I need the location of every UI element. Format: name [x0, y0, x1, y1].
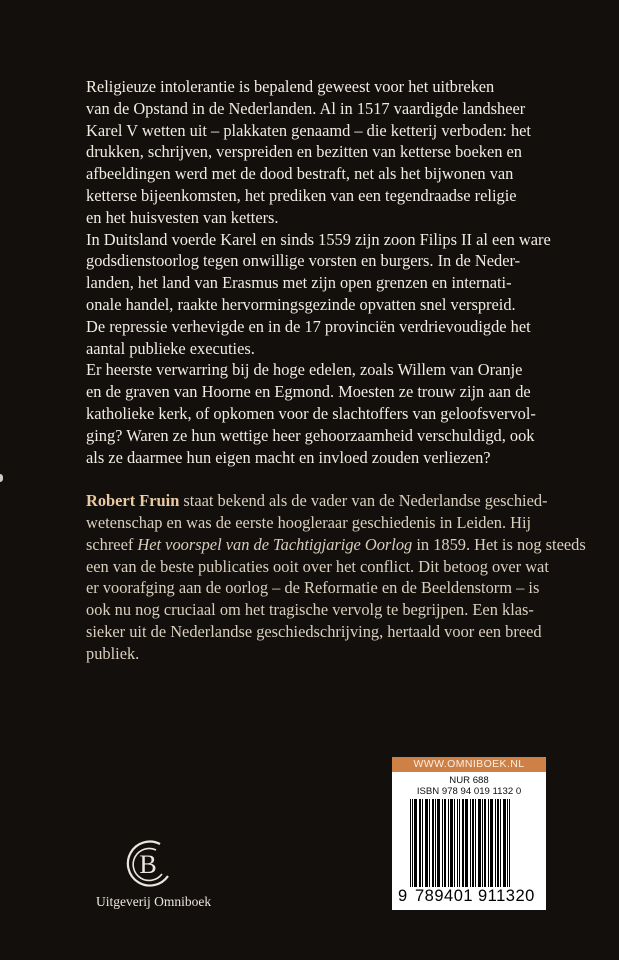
bio-line: er voorafging aan de oorlog – de Reformatie en de Beeldenstorm – is	[86, 578, 540, 598]
blurb-text	[86, 76, 586, 665]
bio-line: ook nu nog cruciaal om het tragische vervolg te begrijpen. Een klas-	[86, 600, 534, 620]
blurb-line: katholieke kerk, of opkomen voor de slachtoffers van geloofsvervol-	[86, 403, 536, 423]
blurb-line: ging? Waren ze hun wettige heer gehoorzaamheid verschuldigd, ook	[86, 425, 535, 445]
barcode-digit-first: 9	[398, 887, 408, 905]
blurb-line: Religieuze intolerantie is bepalend geweest voor het uitbreken	[86, 77, 495, 96]
blurb-line: In Duitsland voerde Karel en sinds 1559 zijn zoon Filips II al een ware	[86, 229, 551, 249]
author-name: Robert Fruin	[86, 491, 180, 511]
barcode-digits-left: 789401	[415, 887, 474, 905]
blurb-line: De repressie verhevigde en in de 17 provinciën verdrievoudigde het	[86, 316, 531, 336]
blurb-line: afbeeldingen werd met de dood bestraft, net als het bijwonen van	[86, 164, 514, 184]
omniboek-logo-icon	[120, 836, 176, 892]
author-bio	[86, 490, 586, 664]
blurb-line: ketterse bijeenkomsten, het prediken van een tegendraadse religie	[86, 185, 517, 205]
book-title: Het voorspel van de Tachtigjarige Oorlog	[137, 534, 413, 554]
bio-line: sieker uit de Nederlandse geschiedschrijving, hertaald voor een breed	[86, 621, 542, 641]
blurb-line: drukken, schrijven, verspreiden en bezitten van ketterse boeken en	[86, 142, 523, 162]
blurb-line: godsdienstoorlog tegen onwillige vorsten en burgers. In de Neder-	[86, 251, 521, 271]
isbn-number: ISBN 978 94 019 1132 0	[416, 786, 522, 797]
blurb-line: van de Opstand in de Nederlanden. Al in 1517 vaardigde landsheer	[86, 98, 526, 118]
spine-mark	[0, 474, 3, 482]
bio-line: wetenschap en was de eerste hoogleraar geschiedenis in Leiden. Hij	[86, 512, 532, 532]
publisher-url: WWW.OMNIBOEK.NL	[392, 757, 546, 772]
blurb-line: Karel V wetten uit – plakkaten genaamd – die ketterij verboden: het	[86, 120, 531, 140]
nur-code: NUR 688	[449, 775, 489, 786]
blurb-line: en de graven van Hoorne en Egmond. Moesten ze trouw zijn aan de	[86, 382, 531, 402]
bio-line: in 1859. Het is nog steeds	[412, 534, 586, 554]
bio-line: publiek.	[86, 643, 140, 663]
barcode-digits-right: 911320	[478, 887, 535, 905]
svg-text:B: B	[139, 850, 157, 879]
bio-line: staat bekend als de vader van de Nederlandse geschied-	[179, 491, 548, 511]
blurb-line: aantal publieke executies.	[86, 338, 255, 358]
publisher-logo	[96, 836, 226, 910]
blurb-line: landen, het land van Erasmus met zijn open grenzen en internati-	[86, 273, 512, 293]
bio-line: een van de beste publicaties ooit over het conflict. Dit betoog over wat	[86, 556, 549, 576]
blurb-line: Er heerste verwarring bij de hoge edelen, zoals Willem van Oranje	[86, 360, 523, 380]
blurb-line: als ze daarmee hun eigen macht en invloed zouden verliezen?	[86, 447, 491, 467]
barcode-icon	[410, 799, 536, 887]
blurb-line: en het huisvesten van ketters.	[86, 207, 279, 227]
bio-line: schreef	[86, 534, 138, 554]
publisher-name: Uitgeverij Omniboek	[96, 894, 212, 909]
isbn-barcode-box	[392, 757, 546, 910]
blurb-line: onale handel, raakte hervormingsgezinde opvatten snel verspreid.	[86, 294, 516, 314]
